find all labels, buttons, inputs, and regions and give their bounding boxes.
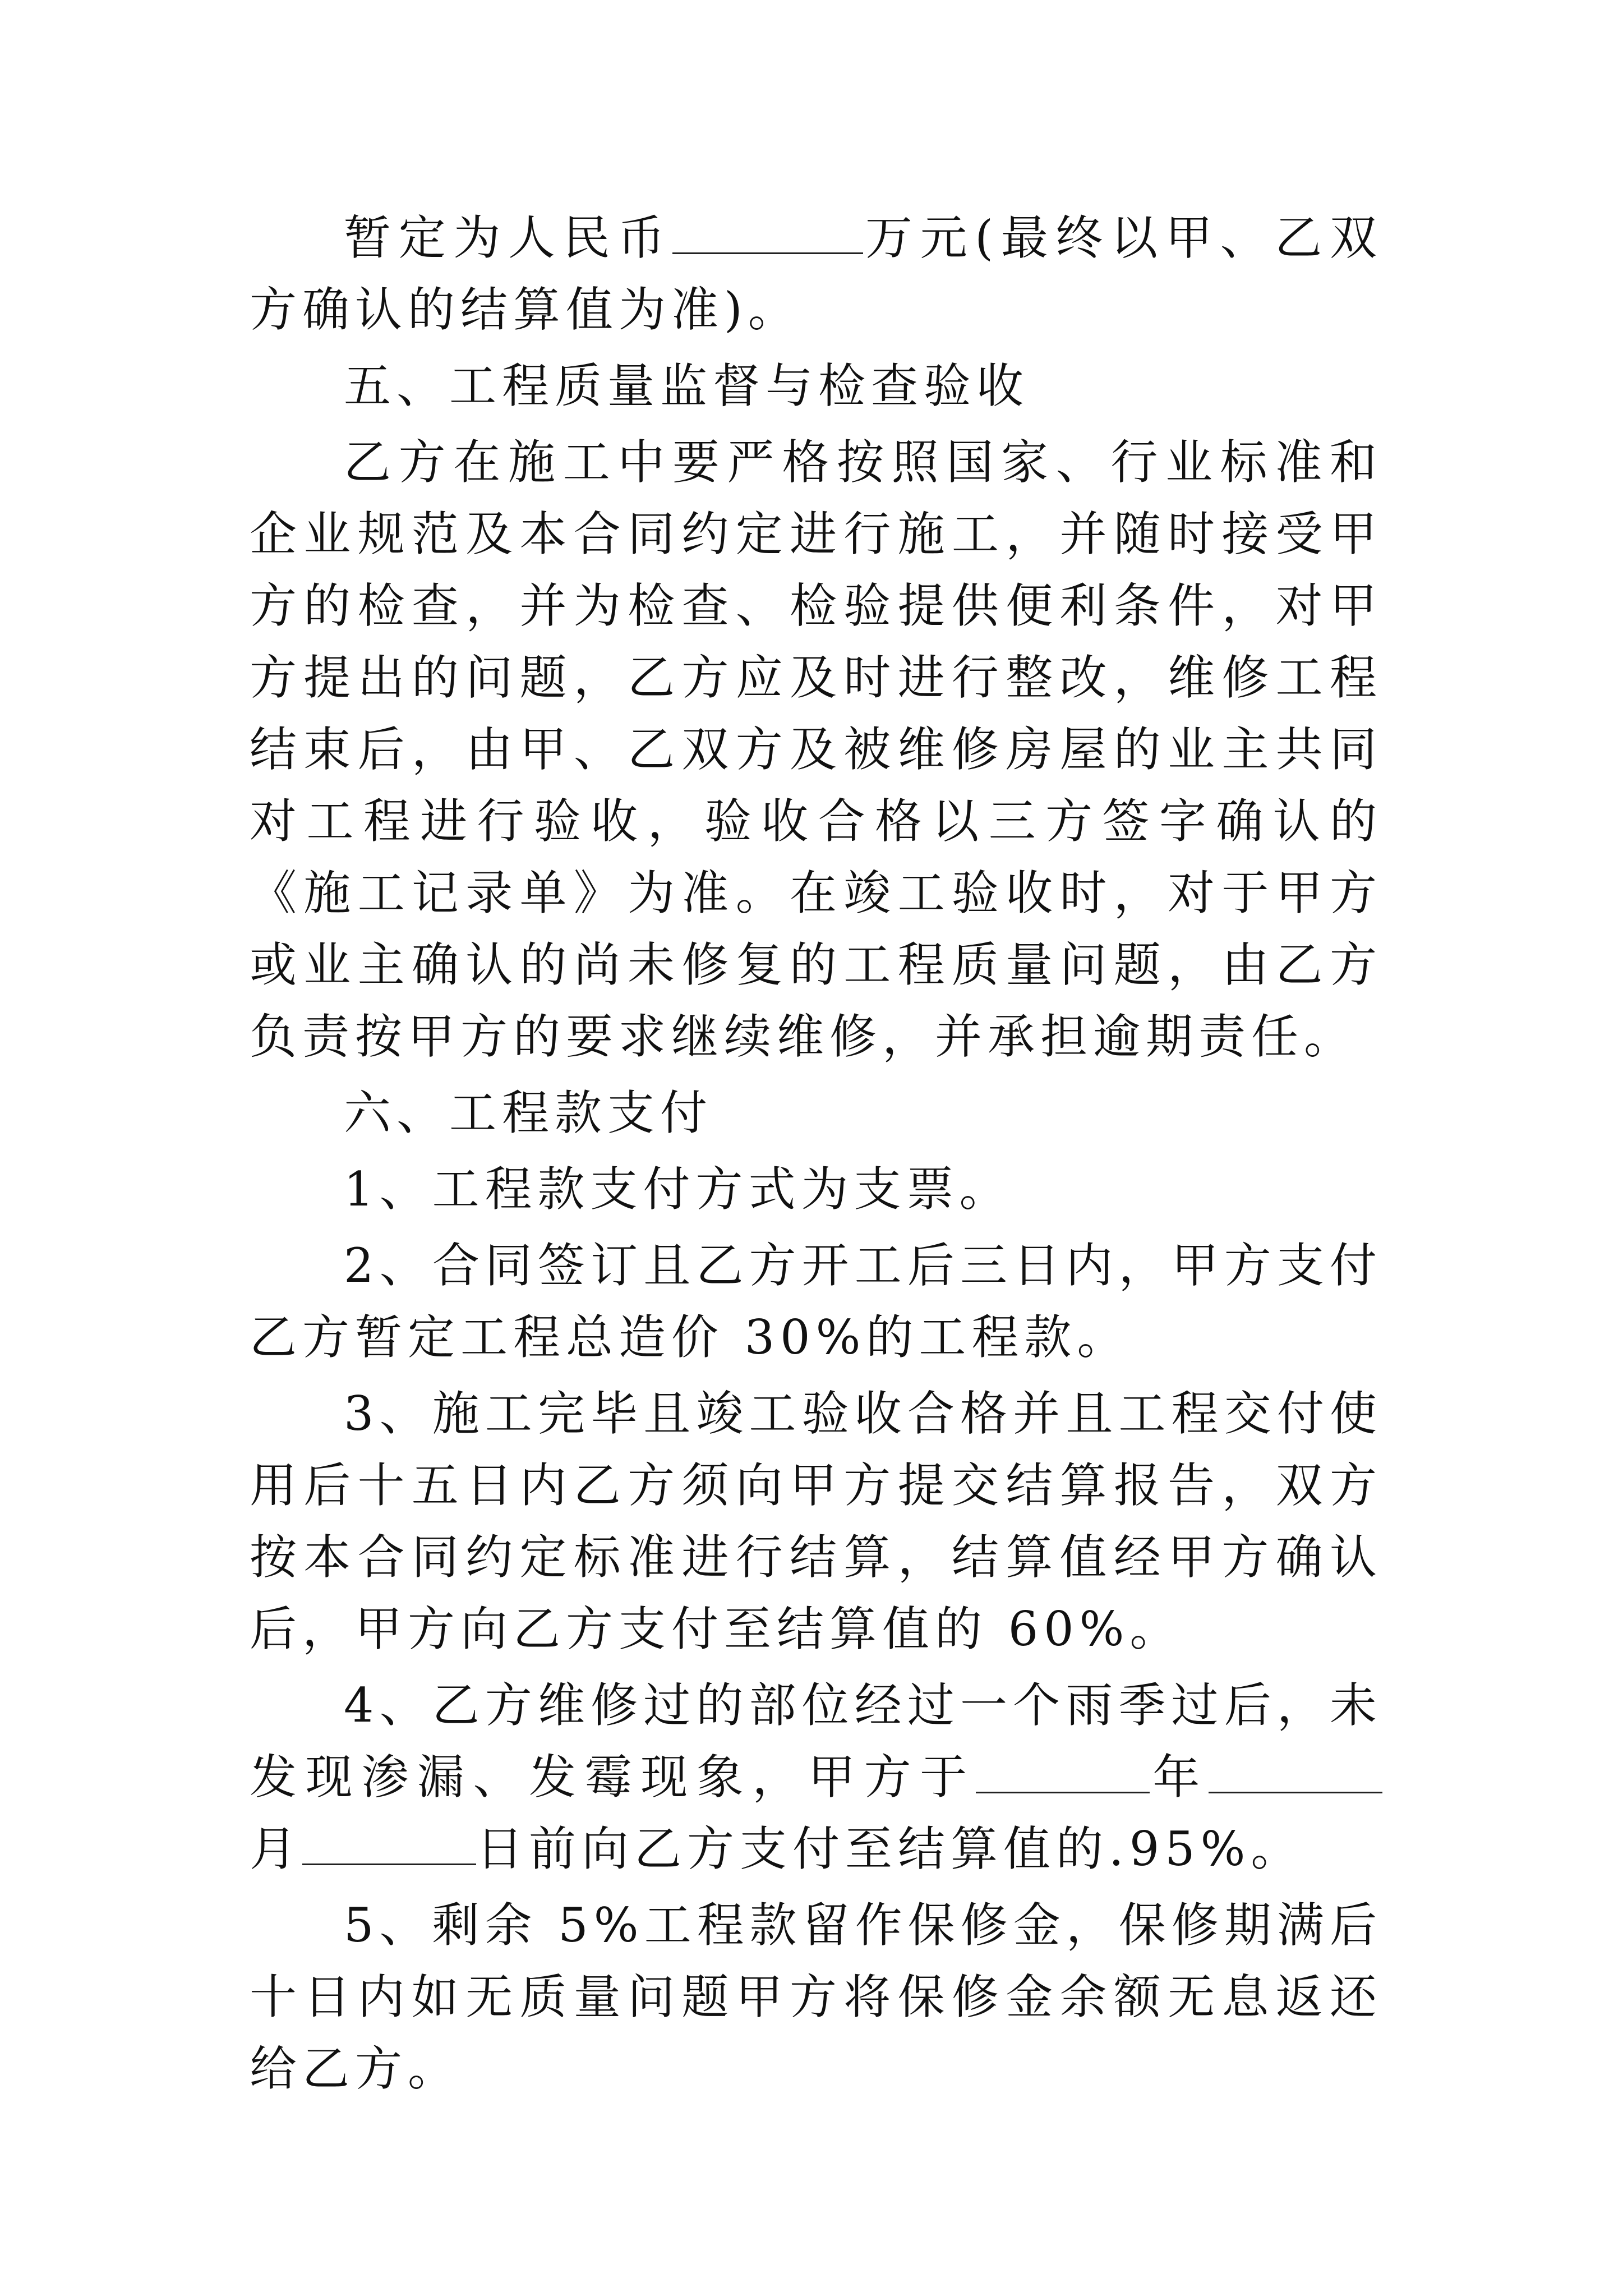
- payment-item-5: 5、剩余 5%工程款留作保修金，保修期满后十日内如无质量问题甲方将保修金余额无息返还给乙方。: [250, 1898, 1382, 2096]
- amount-text-before: 暂定为人民币: [344, 210, 673, 265]
- payment-item-2: 2、合同签订且乙方开工后三日内，甲方支付乙方暂定工程总造价 30%的工程款。: [250, 1238, 1382, 1365]
- year-label: 年: [1149, 1750, 1209, 1805]
- month-label: 月: [250, 1821, 303, 1876]
- payment-item-4: [250, 1669, 1382, 1885]
- day-blank-line: [302, 1824, 476, 1865]
- amount-text-after: 万元(最终以甲、乙双方确认的结算值为准)。: [250, 210, 1382, 337]
- payment-item-1: 1、工程款支付方式为支票。: [344, 1162, 1012, 1217]
- year-blank-line: [976, 1752, 1150, 1793]
- payment-item-4-text-b: 日前向乙方支付至结算值的.95%。: [476, 1821, 1304, 1876]
- section-heading-payment: 六、工程款支付: [344, 1085, 713, 1140]
- document-body: [250, 202, 1382, 2105]
- payment-item-4-text-a: 4、乙方维修过的部位经过一个雨季过后，未发现渗漏、发霉现象，甲方于: [250, 1678, 1382, 1805]
- section-heading-quality: 五、工程质量监督与检查验收: [344, 358, 1030, 413]
- paragraph-quality: 乙方在施工中要严格按照国家、行业标准和企业规范及本合同约定进行施工，并随时接受甲方的检查，并为检查、检验提供便利条件，对甲方提出的问题，乙方应及时进行整改，维修工程结束后，由甲、乙双方及被维修房屋的业主共同对工程进行验收，验收合格以三方签字确认的《施工记录单》为准。在竣工验收时，对于甲方或业主确认的尚未修复的工程质量问题，由乙方负责按甲方的要求继续维修，并承担逾期责任。: [250, 435, 1382, 1064]
- month-blank-line: [1209, 1752, 1382, 1793]
- payment-item-3: 3、施工完毕且竣工验收合格并且工程交付使用后十五日内乙方须向甲方提交结算报告，双方按本合同约定标准进行结算，结算值经甲方确认后，甲方向乙方支付至结算值的 60%。: [250, 1386, 1382, 1657]
- paragraph-amount: [250, 202, 1382, 346]
- amount-blank-line: [672, 213, 863, 254]
